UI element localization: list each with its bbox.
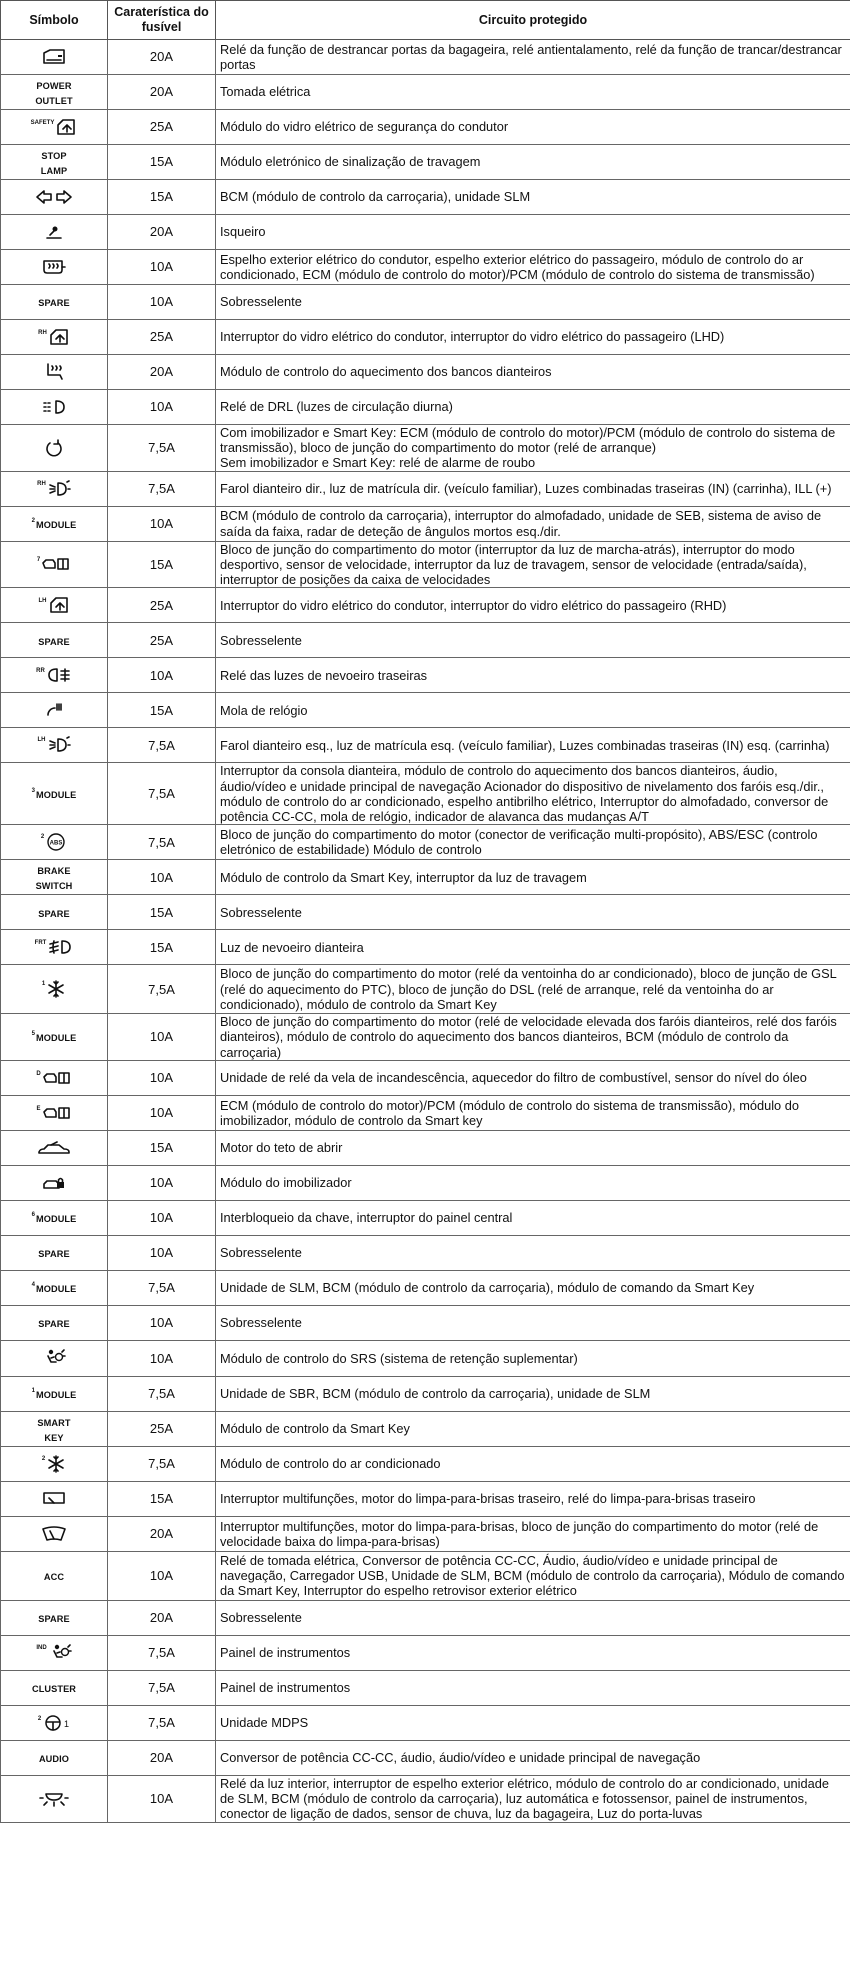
symbol-cell <box>1 658 108 693</box>
header-rating: Caraterística do fusível <box>108 1 216 40</box>
table-row <box>1 1411 850 1446</box>
table-row <box>1 860 850 895</box>
protected-circuit: Interbloqueio da chave, interruptor do painel central <box>216 1200 850 1235</box>
symbol-cell <box>1 1200 108 1235</box>
symbol-superscript: E <box>36 1105 41 1112</box>
fuse-rating: 10A <box>108 1200 216 1235</box>
fuse-rating: 15A <box>108 541 216 588</box>
symbol-cell <box>1 285 108 320</box>
table-row <box>1 930 850 965</box>
protected-circuit: Isqueiro <box>216 215 850 250</box>
protected-circuit: Motor do teto de abrir <box>216 1130 850 1165</box>
fuse-rating: 7,5A <box>108 1670 216 1705</box>
fuse-rating: 10A <box>108 1060 216 1095</box>
table-row <box>1 1635 850 1670</box>
fuse-rating: 10A <box>108 860 216 895</box>
protected-circuit: Interruptor multifunções, motor do limpa-para-brisas, bloco de junção do compartimento do motor (relé de velocidade baixa do limpa-para-brisas) <box>216 1516 850 1551</box>
symbol-label: POWER OUTLET <box>35 80 73 106</box>
trunk-door-icon <box>41 48 67 63</box>
table-row <box>1 1165 850 1200</box>
fuse-rating: 10A <box>108 1165 216 1200</box>
table-row <box>1 588 850 623</box>
symbol-cell <box>1 1635 108 1670</box>
symbol-cell <box>1 320 108 355</box>
protected-circuit: Relé da luz interior, interruptor de espelho exterior elétrico, módulo de controlo do ar condicionado, unidade de SLM, BCM (módulo de controlo da carroçaria), luz automática e fotossensor, painel de instrumentos, conector de ligação de dados, sensor de chuva, luz da bagageira, Luz do porta-luvas <box>216 1775 850 1822</box>
fuse-rating: 20A <box>108 40 216 75</box>
symbol-cell <box>1 1014 108 1061</box>
symbol-cell <box>1 145 108 180</box>
heated-seat-icon <box>43 363 65 378</box>
table-row <box>1 1446 850 1481</box>
table-row <box>1 1376 850 1411</box>
table-header-row <box>1 1 850 40</box>
symbol-cell <box>1 965 108 1014</box>
header-circuit: Circuito protegido <box>216 1 850 40</box>
protected-circuit: Bloco de junção do compartimento do motor (relé da ventoinha do ar condicionado), bloco de junção de GSL (relé do aquecimento do PTC), bloco de junção do DSL (relé de arranque, relé da ventoinha do ar condicionado), módulo de controlo da Smart Key <box>216 965 850 1014</box>
fuse-rating: 10A <box>108 1014 216 1061</box>
fuse-rating: 20A <box>108 1516 216 1551</box>
symbol-label: MODULE <box>35 520 77 530</box>
symbol-label: SPARE <box>38 1319 70 1330</box>
symbol-cell <box>1 1481 108 1516</box>
room-lamp-icon <box>39 1790 69 1805</box>
protected-circuit: Módulo de controlo do ar condicionado <box>216 1446 850 1481</box>
table-row <box>1 1670 850 1705</box>
fuse-rating: 7,5A <box>108 1376 216 1411</box>
symbol-label: AUDIO <box>38 1754 70 1765</box>
symbol-cell <box>1 40 108 75</box>
table-row <box>1 1340 850 1376</box>
protected-circuit: BCM (módulo de controlo da carroçaria), unidade SLM <box>216 180 850 215</box>
table-row <box>1 285 850 320</box>
symbol-label: ACC <box>43 1572 65 1583</box>
symbol-label: MODULE <box>35 1284 77 1295</box>
symbol-cell <box>1 1095 108 1130</box>
fuse-rating: 15A <box>108 180 216 215</box>
symbol-cell <box>1 355 108 390</box>
protected-circuit: Bloco de junção do compartimento do motor (interruptor da luz de marcha-atrás), interruptor do modo desportivo, sensor de velocidade, interruptor da luz de travagem, sensor de velocidade (entrada/saída), interruptor de posições da caixa de velocidades <box>216 541 850 588</box>
protected-circuit: Relé de tomada elétrica, Conversor de potência CC-CC, Áudio, áudio/vídeo e unidade principal de navegação, Carregador USB, Unidade de SLM, BCM (módulo de controlo da carroçaria), Módulo de comando da Smart Key, Interruptor do espelho retrovisor exterior elétrico <box>216 1551 850 1600</box>
symbol-superscript: 2 <box>31 518 35 524</box>
symbol-cell <box>1 425 108 472</box>
table-row <box>1 1095 850 1130</box>
fuse-rating: 10A <box>108 506 216 541</box>
symbol-superscript: 4 <box>31 1282 35 1289</box>
fuse-rating: 10A <box>108 1305 216 1340</box>
fuse-rating: 7,5A <box>108 763 216 825</box>
fuse-rating: 7,5A <box>108 1446 216 1481</box>
table-row <box>1 75 850 110</box>
fuse-rating: 7,5A <box>108 825 216 860</box>
symbol-superscript: 7 <box>36 557 41 564</box>
symbol-cell <box>1 541 108 588</box>
symbol-superscript: RR <box>36 668 45 675</box>
fuse-rating: 7,5A <box>108 728 216 763</box>
immobilizer-icon <box>42 1174 66 1189</box>
protected-circuit: Relé da função de destrancar portas da bagageira, relé antientalamento, relé da função de trancar/destrancar portas <box>216 40 850 75</box>
table-row <box>1 1200 850 1235</box>
cigar-lighter-icon <box>43 223 65 238</box>
fuse-rating: 20A <box>108 1600 216 1635</box>
svg-text:1: 1 <box>64 1718 70 1729</box>
protected-circuit: Com imobilizador e Smart Key: ECM (módulo de controlo do motor)/PCM (módulo de controlo do sistema de transmissão), bloco de junção do compartimento do motor (relé de arranque) Sem imobilizador e Smart Key: relé de alarme de roubo <box>216 425 850 472</box>
fuse-rating: 7,5A <box>108 1635 216 1670</box>
table-row <box>1 1130 850 1165</box>
fuse-rating: 15A <box>108 145 216 180</box>
symbol-cell <box>1 506 108 541</box>
symbol-cell <box>1 1705 108 1740</box>
symbol-cell <box>1 1270 108 1305</box>
clock-spring-icon <box>44 702 64 717</box>
protected-circuit: Bloco de junção do compartimento do motor (conector de verificação multi-propósito), ABS/ESC (controlo eletrónico de estabilidade) Módulo de controlo <box>216 825 850 860</box>
protected-circuit: Unidade de relé da vela de incandescência, aquecedor do filtro de combustível, sensor do nível do óleo <box>216 1060 850 1095</box>
symbol-cell <box>1 1235 108 1270</box>
symbol-superscript: LH <box>38 598 47 605</box>
table-row <box>1 1270 850 1305</box>
symbol-cell <box>1 623 108 658</box>
symbol-label: CLUSTER <box>31 1684 77 1695</box>
abs-icon <box>45 834 67 849</box>
fuse-rating: 25A <box>108 623 216 658</box>
symbol-cell <box>1 728 108 763</box>
symbol-cell <box>1 75 108 110</box>
front-wiper-icon <box>40 1525 68 1540</box>
symbol-superscript: LH <box>37 737 46 744</box>
table-row <box>1 763 850 825</box>
symbol-superscript: 5 <box>31 1031 35 1038</box>
fuse-rating: 25A <box>108 588 216 623</box>
table-row <box>1 1740 850 1775</box>
window-icon <box>48 597 70 612</box>
table-row <box>1 1551 850 1600</box>
symbol-superscript: FRT <box>34 940 47 947</box>
symbol-superscript: D <box>36 1070 41 1077</box>
table-row <box>1 895 850 930</box>
headlamp-icon <box>47 480 71 495</box>
symbol-label: MODULE <box>35 1390 77 1401</box>
heated-mirror-icon <box>41 258 67 273</box>
symbol-superscript: 6 <box>31 1212 35 1219</box>
engine-book-icon <box>41 556 71 571</box>
protected-circuit: BCM (módulo de controlo da carroçaria), interruptor do almofadado, unidade de SEB, sistema de aviso de saída da faixa, radar de deteção de ângulos mortos esq./dir. <box>216 506 850 541</box>
fuse-rating: 10A <box>108 658 216 693</box>
symbol-cell <box>1 110 108 145</box>
symbol-cell <box>1 1670 108 1705</box>
protected-circuit: Módulo do imobilizador <box>216 1165 850 1200</box>
sunroof-icon <box>37 1140 71 1155</box>
protected-circuit: Painel de instrumentos <box>216 1670 850 1705</box>
symbol-superscript: 2 <box>41 1455 46 1462</box>
fuse-rating: 15A <box>108 1130 216 1165</box>
protected-circuit: Painel de instrumentos <box>216 1635 850 1670</box>
window-icon <box>48 328 70 343</box>
fuse-rating: 20A <box>108 355 216 390</box>
symbol-cell <box>1 250 108 285</box>
table-row <box>1 1516 850 1551</box>
symbol-cell <box>1 693 108 728</box>
fuse-rating: 10A <box>108 250 216 285</box>
symbol-label: SPARE <box>38 298 70 309</box>
fuse-rating: 25A <box>108 110 216 145</box>
symbol-cell <box>1 1446 108 1481</box>
symbol-cell <box>1 1740 108 1775</box>
symbol-superscript: IND <box>36 1644 47 1651</box>
symbol-superscript: 1 <box>41 981 46 988</box>
airbag-icon <box>42 1350 66 1365</box>
table-row <box>1 250 850 285</box>
table-row <box>1 110 850 145</box>
table-row <box>1 145 850 180</box>
symbol-label: SPARE <box>38 908 70 919</box>
table-row <box>1 355 850 390</box>
symbol-cell <box>1 1775 108 1822</box>
fuse-rating: 10A <box>108 1095 216 1130</box>
symbol-cell <box>1 825 108 860</box>
ac-snowflake-icon <box>46 981 66 996</box>
rear-wiper-icon <box>41 1490 67 1505</box>
fuse-rating: 7,5A <box>108 425 216 472</box>
fuse-rating: 10A <box>108 390 216 425</box>
protected-circuit: Espelho exterior elétrico do condutor, espelho exterior elétrico do passageiro, módulo de controlo do ar condicionado, ECM (módulo de controlo do motor)/PCM (módulo de controlo do sistema de transmissão) <box>216 250 850 285</box>
symbol-cell <box>1 180 108 215</box>
fuse-rating: 7,5A <box>108 965 216 1014</box>
table-row <box>1 728 850 763</box>
symbol-label: MODULE <box>35 790 77 801</box>
symbol-label: STOP LAMP <box>40 150 68 176</box>
protected-circuit: Farol dianteiro dir., luz de matrícula dir. (veículo familiar), Luzes combinadas traseiras (IN) (carrinha), ILL (+) <box>216 471 850 506</box>
fuse-rating: 7,5A <box>108 1705 216 1740</box>
symbol-cell <box>1 588 108 623</box>
protected-circuit: Luz de nevoeiro dianteira <box>216 930 850 965</box>
protected-circuit: Unidade de SBR, BCM (módulo de controlo da carroçaria), unidade de SLM <box>216 1376 850 1411</box>
symbol-label: BRAKE SWITCH <box>35 866 73 892</box>
symbol-superscript: 1 <box>31 1388 35 1395</box>
protected-circuit: Módulo de controlo da Smart Key <box>216 1411 850 1446</box>
symbol-label: SMART KEY <box>37 1417 71 1443</box>
protected-circuit: Módulo de controlo da Smart Key, interruptor da luz de travagem <box>216 860 850 895</box>
fuse-rating: 10A <box>108 285 216 320</box>
symbol-superscript: 3 <box>31 788 35 795</box>
symbol-cell <box>1 1516 108 1551</box>
symbol-label: SPARE <box>38 1249 70 1260</box>
symbol-cell <box>1 390 108 425</box>
fuse-rating: 10A <box>108 1551 216 1600</box>
protected-circuit: Sobresselente <box>216 1305 850 1340</box>
protected-circuit: Conversor de potência CC-CC, áudio, áudio/vídeo e unidade principal de navegação <box>216 1740 850 1775</box>
table-row <box>1 390 850 425</box>
safety-window-icon <box>55 118 77 133</box>
table-row <box>1 1600 850 1635</box>
protected-circuit: Sobresselente <box>216 623 850 658</box>
fuse-rating: 15A <box>108 895 216 930</box>
table-row <box>1 825 850 860</box>
table-row <box>1 1705 850 1740</box>
fuse-table-body <box>1 40 850 1823</box>
symbol-cell <box>1 1600 108 1635</box>
table-row <box>1 1775 850 1822</box>
protected-circuit: Sobresselente <box>216 285 850 320</box>
symbol-cell <box>1 1340 108 1376</box>
fuse-rating: 25A <box>108 320 216 355</box>
symbol-cell <box>1 1411 108 1446</box>
protected-circuit: Módulo de controlo do aquecimento dos bancos dianteiros <box>216 355 850 390</box>
symbol-superscript: RH <box>38 330 47 336</box>
table-row <box>1 1481 850 1516</box>
symbol-cell <box>1 1551 108 1600</box>
table-row <box>1 965 850 1014</box>
table-row <box>1 693 850 728</box>
header-symbol: Símbolo <box>1 1 108 40</box>
protected-circuit: Farol dianteiro esq., luz de matrícula esq. (veículo familiar), Luzes combinadas traseiras (IN) esq. (carrinha) <box>216 728 850 763</box>
symbol-cell <box>1 763 108 825</box>
start-icon <box>44 439 64 454</box>
table-row <box>1 1014 850 1061</box>
symbol-cell <box>1 215 108 250</box>
symbol-superscript: RH <box>37 480 46 487</box>
protected-circuit: Sobresselente <box>216 1600 850 1635</box>
symbol-cell <box>1 1305 108 1340</box>
fuse-rating: 20A <box>108 215 216 250</box>
symbol-superscript: SAFETY <box>30 120 55 126</box>
table-row <box>1 1060 850 1095</box>
front-fog-icon <box>47 939 73 954</box>
headlamp-icon <box>47 737 71 752</box>
fuse-rating: 20A <box>108 75 216 110</box>
steering-icon <box>42 1714 70 1729</box>
protected-circuit: Sobresselente <box>216 1235 850 1270</box>
hazard-arrows-icon <box>35 189 73 204</box>
protected-circuit: Interruptor multifunções, motor do limpa-para-brisas traseiro, relé do limpa-para-brisas traseiro <box>216 1481 850 1516</box>
symbol-cell <box>1 471 108 506</box>
fuse-rating: 25A <box>108 1411 216 1446</box>
table-row <box>1 1235 850 1270</box>
symbol-cell <box>1 860 108 895</box>
protected-circuit: Relé das luzes de nevoeiro traseiras <box>216 658 850 693</box>
protected-circuit: Mola de relógio <box>216 693 850 728</box>
protected-circuit: Interruptor da consola dianteira, módulo de controlo do aquecimento dos bancos dianteiros, áudio, áudio/vídeo e unidade principal de navegação Acionador do dispositivo de nivelamento dos faróis esq./dir., módulo de controlo do ar condicionado, espelho antibrilho elétrico, Interruptor do almofadado, conversor de potência CC-CC, mola de relógio, indicador de alavanca das mudanças A/T <box>216 763 850 825</box>
symbol-superscript: 2 <box>37 1715 42 1722</box>
symbol-label: SPARE <box>38 636 70 647</box>
protected-circuit: Tomada elétrica <box>216 75 850 110</box>
fuse-rating: 7,5A <box>108 1270 216 1305</box>
table-row <box>1 623 850 658</box>
protected-circuit: Relé de DRL (luzes de circulação diurna) <box>216 390 850 425</box>
symbol-cell <box>1 1376 108 1411</box>
fuse-rating: 15A <box>108 930 216 965</box>
svg-text:ABS: ABS <box>49 840 63 847</box>
fuse-rating: 15A <box>108 1481 216 1516</box>
protected-circuit: Unidade de SLM, BCM (módulo de controlo da carroçaria), módulo de comando da Smart Key <box>216 1270 850 1305</box>
symbol-label: MODULE <box>35 1214 77 1225</box>
protected-circuit: Módulo de controlo do SRS (sistema de retenção suplementar) <box>216 1340 850 1376</box>
table-row <box>1 320 850 355</box>
symbol-cell <box>1 1130 108 1165</box>
table-row <box>1 541 850 588</box>
engine-book-icon <box>42 1069 72 1084</box>
protected-circuit: Módulo eletrónico de sinalização de travagem <box>216 145 850 180</box>
table-row <box>1 180 850 215</box>
protected-circuit: Sobresselente <box>216 895 850 930</box>
protected-circuit: Interruptor do vidro elétrico do condutor, interruptor do vidro elétrico do passageiro (RHD) <box>216 588 850 623</box>
protected-circuit: Bloco de junção do compartimento do motor (relé de velocidade elevada dos faróis dianteiros, relé dos faróis dianteiros), módulo de controlo do aquecimento dos bancos dianteiros, BCM (módulo de controlo da carroçaria) <box>216 1014 850 1061</box>
symbol-label: MODULE <box>35 1033 77 1044</box>
engine-book-icon <box>42 1104 72 1119</box>
table-row <box>1 658 850 693</box>
protected-circuit: Unidade MDPS <box>216 1705 850 1740</box>
ac-snowflake-icon <box>46 1455 66 1470</box>
table-row <box>1 471 850 506</box>
table-row <box>1 425 850 472</box>
fuse-rating: 15A <box>108 693 216 728</box>
protected-circuit: ECM (módulo de controlo do motor)/PCM (módulo de controlo do sistema de transmissão), módulo do imobilizador, módulo de controlo da Smart key <box>216 1095 850 1130</box>
protected-circuit: Módulo do vidro elétrico de segurança do condutor <box>216 110 850 145</box>
symbol-cell <box>1 1060 108 1095</box>
table-row <box>1 1305 850 1340</box>
table-row <box>1 506 850 541</box>
fuse-rating: 20A <box>108 1740 216 1775</box>
table-row <box>1 40 850 75</box>
symbol-superscript: 2 <box>40 834 45 841</box>
table-row <box>1 215 850 250</box>
fuse-rating: 7,5A <box>108 471 216 506</box>
fuse-rating: 10A <box>108 1235 216 1270</box>
fuse-rating: 10A <box>108 1775 216 1822</box>
drl-icon <box>41 399 67 414</box>
symbol-cell <box>1 895 108 930</box>
airbag-icon <box>48 1644 72 1659</box>
symbol-cell <box>1 1165 108 1200</box>
symbol-label: SPARE <box>38 1614 70 1625</box>
protected-circuit: Interruptor do vidro elétrico do condutor, interruptor do vidro elétrico do passageiro (LHD) <box>216 320 850 355</box>
rear-fog-icon <box>46 667 72 682</box>
fuse-rating: 10A <box>108 1340 216 1376</box>
symbol-cell <box>1 930 108 965</box>
